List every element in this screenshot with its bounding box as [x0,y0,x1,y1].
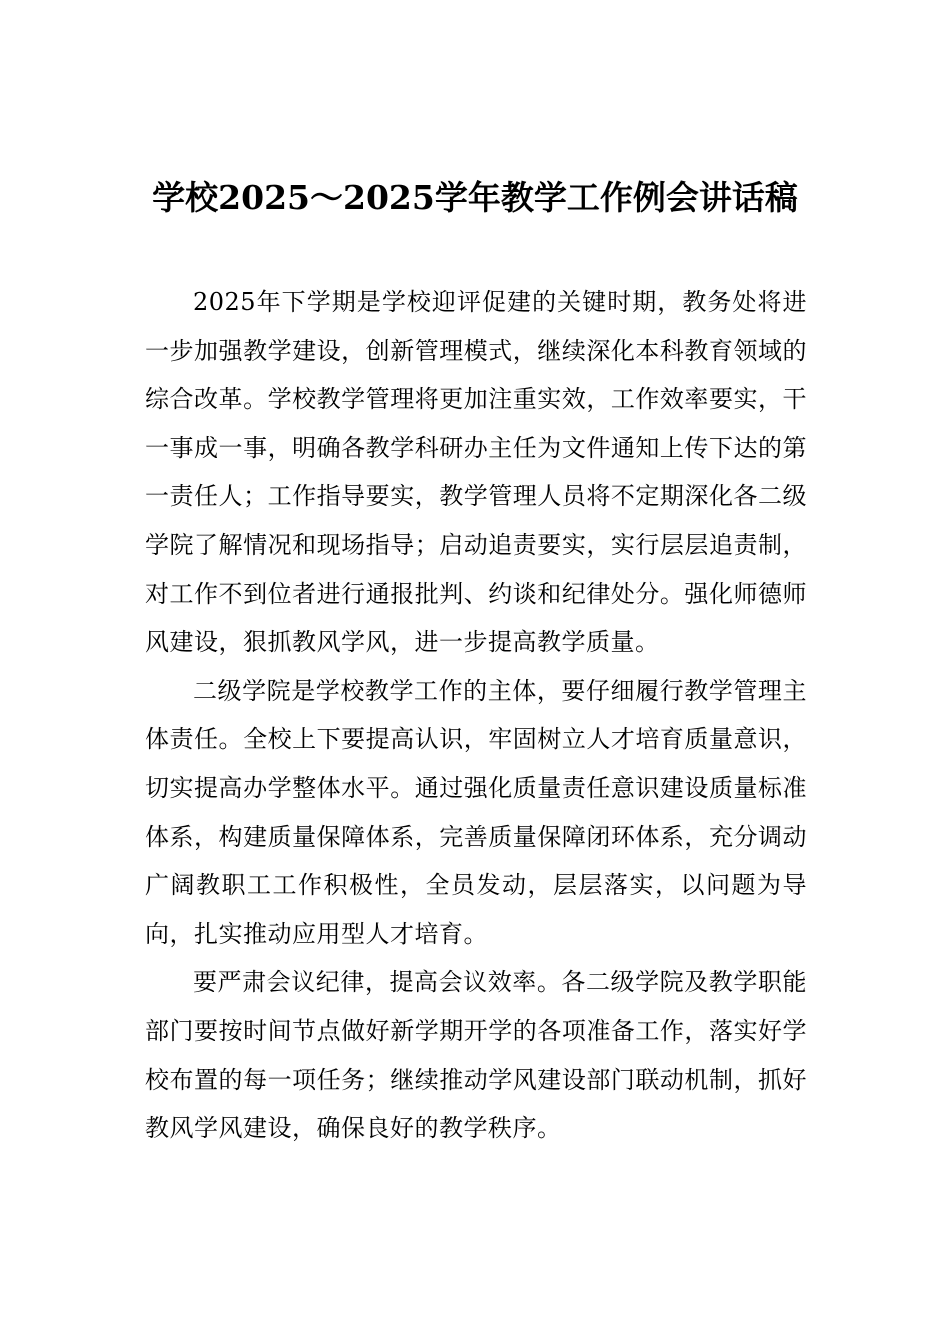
paragraph-1: 2025年下学期是学校迎评促建的关键时期，教务处将进一步加强教学建设，创新管理模式，继续深化本科教育领域的综合改革。学校教学管理将更加注重实效，工作效率要实，干一事成一事，明确各教学科研办主任为文件通知上传下达的第一责任人；工作指导要实，教学管理人员将不定期深化各二级学院了解情况和现场指导；启动追责要实，实行层层追责制，对工作不到位者进行通报批判、约谈和纪律处分。强化师德师风建设，狠抓教风学风，进一步提高教学质量。 [145,288,807,657]
paragraph-3: 要严肃会议纪律，提高会议效率。各二级学院及教学职能部门要按时间节点做好新学期开学的各项准备工作，落实好学校布置的每一项任务；继续推动学风建设部门联动机制，抓好教风学风建设，确保良好的教学秩序。 [145,968,807,1143]
document-title: 学校2025～2025学年教学工作例会讲话稿 [152,178,798,217]
document-body [145,278,807,1153]
paragraph-2: 二级学院是学校教学工作的主体，要仔细履行教学管理主体责任。全校上下要提高认识，牢固树立人才培育质量意识，切实提高办学整体水平。通过强化质量责任意识建设质量标准体系，构建质量保障体系，完善质量保障闭环体系，充分调动广阔教职工工作积极性，全员发动，层层落实，以问题为导向，扎实推动应用型人才培育。 [145,676,807,948]
